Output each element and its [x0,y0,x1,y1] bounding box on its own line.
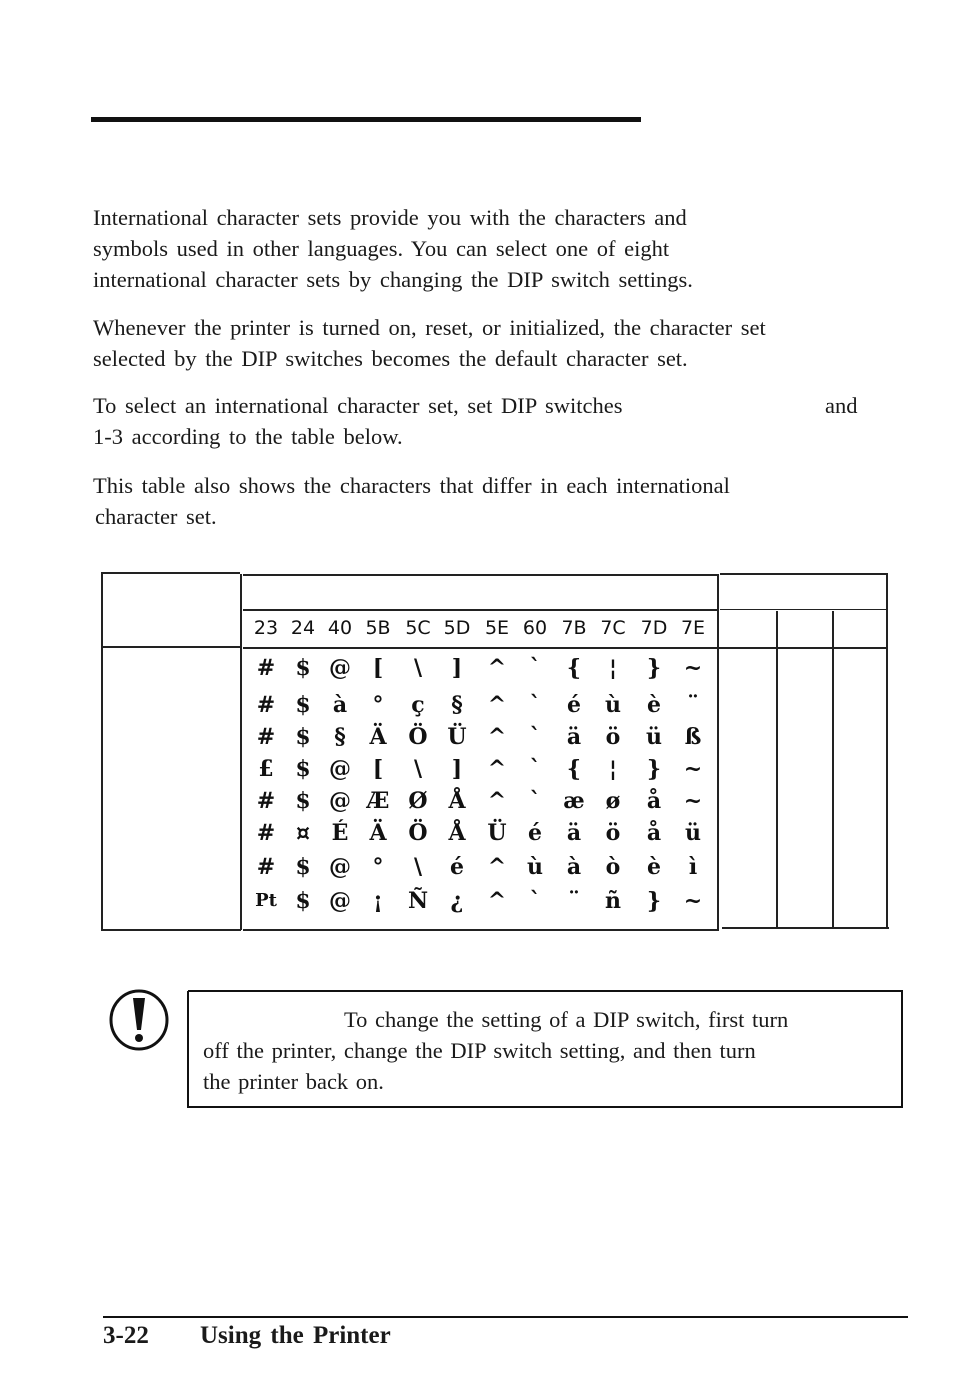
char-cell: } [646,888,662,914]
char-cell: à [566,854,582,880]
char-cell: ì [688,854,698,880]
hex-code-24: 24 [290,617,316,639]
char-cell: $ [295,655,311,681]
char-cell: ¨ [568,888,580,914]
char-cell: Ü [487,820,507,846]
char-cell: ¤ [296,820,310,846]
char-cell: ñ [605,888,621,914]
char-cell: ] [451,655,463,681]
char-cell: $ [295,692,311,718]
char-cell: $ [295,854,311,880]
char-cell: ù [527,854,543,880]
char-cell: è [647,854,661,880]
char-cell: { [566,756,582,782]
char-cell: £ [258,756,274,782]
hex-code-60: 60 [522,617,548,639]
char-cell: ^ [487,854,507,880]
char-cell: ~ [683,655,703,681]
char-cell: @ [329,756,351,782]
char-cell: é [567,692,581,718]
char-cell: \ [413,854,423,880]
exclamation-icon [108,988,170,1052]
table-description-paragraph: This table also shows the characters that differ in each international character set. [93,473,730,529]
char-cell: ¨ [687,692,699,718]
char-cell: å [646,788,662,814]
char-cell: é [450,854,464,880]
char-cell: ^ [487,888,507,914]
char-cell: # [256,655,276,681]
top-rule [91,117,641,122]
char-cell: } [646,655,662,681]
char-cell: ` [529,888,541,914]
char-cell: è [647,692,661,718]
char-cell: # [256,788,276,814]
char-cell: ^ [487,788,507,814]
char-cell: \ [413,756,423,782]
char-cell: ¦ [608,756,617,782]
page-number: 3-22 [103,1322,149,1349]
char-cell: ` [529,655,541,681]
char-cell: ä [566,724,582,750]
char-cell: ` [529,756,541,782]
char-cell: ° [372,692,384,718]
char-cell: Ü [447,724,467,750]
char-cell: ` [529,788,541,814]
char-cell: ö [605,724,621,750]
char-cell: Ä [369,820,387,846]
char-cell: [ [372,655,384,681]
char-cell: ¿ [450,888,464,914]
char-cell: æ [563,788,585,814]
char-cell: ^ [487,655,507,681]
char-cell: ü [646,724,662,750]
hex-code-7b: 7B [561,617,587,639]
char-cell: ^ [487,692,507,718]
hex-code-7d: 7D [640,617,668,639]
hex-code-40: 40 [327,617,353,639]
char-cell: ù [605,692,621,718]
char-cell: Ñ [407,888,429,914]
char-cell: Ø [408,788,428,814]
char-cell: Pt [255,890,277,911]
char-cell: Å [448,820,466,846]
char-cell: # [256,724,276,750]
char-cell: ü [685,820,701,846]
char-cell: ] [451,756,463,782]
char-cell: ~ [683,788,703,814]
char-cell: É [331,820,349,846]
char-cell: ø [605,788,621,814]
hex-code-5d: 5D [443,617,471,639]
hex-code-5e: 5E [484,617,510,639]
char-cell: # [256,820,276,846]
char-cell: @ [329,788,351,814]
char-cell: § [334,724,346,750]
select-set-paragraph: To select an international character set, set DIP switches and 1-3 according to the table below. [93,393,858,449]
hex-code-5c: 5C [405,617,431,639]
char-cell: ò [605,854,621,880]
char-cell: Ä [369,724,387,750]
hex-code-5b: 5B [365,617,391,639]
char-cell: @ [329,888,351,914]
char-cell: ¦ [608,655,617,681]
intro-paragraph: International character sets provide you with the characters and symbols used in other languages. You can select one of eight international character sets by changing the DIP switch settings. [93,205,693,292]
char-cell: Æ [366,788,390,814]
char-cell: à [332,692,348,718]
char-cell: # [256,854,276,880]
char-cell: Å [448,788,466,814]
char-cell: [ [372,756,384,782]
note-text: To change the setting of a DIP switch, first turn off the printer, change the DIP switch setting, and then turn the printer back on. [203,1007,789,1094]
char-cell: § [451,692,463,718]
char-cell: } [646,756,662,782]
char-cell: Ö [408,820,428,846]
char-cell: ^ [487,756,507,782]
char-cell: ~ [683,756,703,782]
char-cell: ¡ [373,888,383,914]
char-cell: ~ [683,888,703,914]
char-cell: $ [295,756,311,782]
hex-code-23: 23 [253,617,279,639]
char-cell: ` [529,692,541,718]
char-cell: ` [529,724,541,750]
hex-code-7e: 7E [680,617,706,639]
char-cell: ä [566,820,582,846]
char-cell: $ [295,888,311,914]
char-cell: $ [295,724,311,750]
char-cell: \ [413,655,423,681]
char-cell: $ [295,788,311,814]
default-set-paragraph: Whenever the printer is turned on, reset, or initialized, the character set selected by the DIP switches becomes the default character set. [93,315,766,371]
char-cell: { [566,655,582,681]
hex-code-7c: 7C [600,617,626,639]
footer-rule [103,1316,908,1318]
char-cell: ö [605,820,621,846]
char-cell: ° [372,854,384,880]
char-cell: @ [329,655,351,681]
char-cell: å [646,820,662,846]
section-title: Using the Printer [200,1322,391,1349]
char-cell: ß [684,724,702,750]
char-cell: @ [329,854,351,880]
char-cell: é [528,820,542,846]
char-cell: ^ [487,724,507,750]
char-cell: Ö [408,724,428,750]
char-cell: # [256,692,276,718]
char-cell: ç [411,692,425,718]
